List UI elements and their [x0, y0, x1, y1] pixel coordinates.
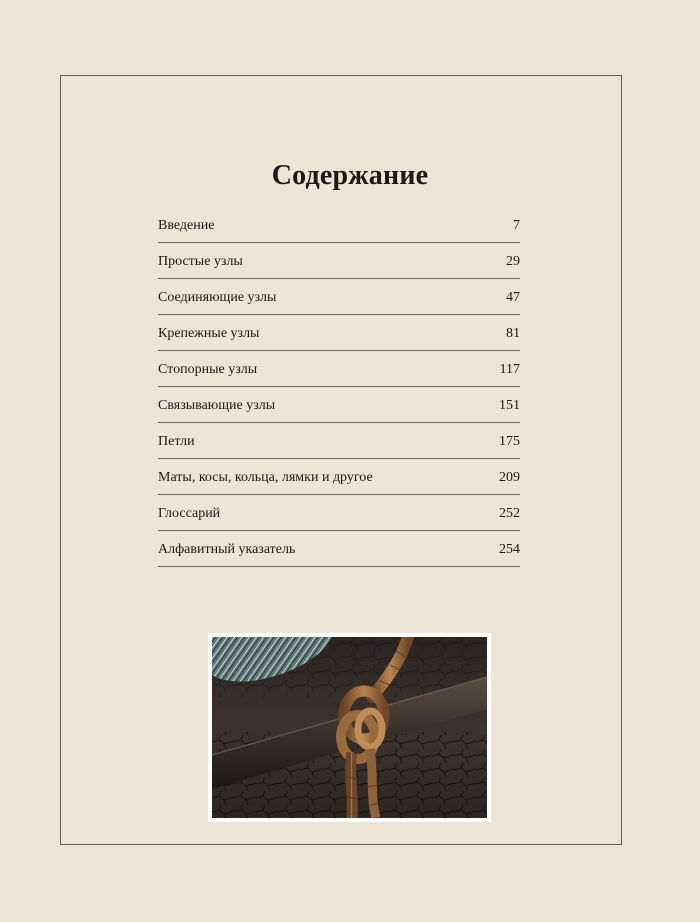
toc-entry-label: Связывающие узлы [158, 397, 276, 413]
toc-entry-label: Введение [158, 217, 215, 233]
toc-entry-label: Простые узлы [158, 253, 243, 269]
toc-entry-fastening-knots[interactable] [158, 315, 520, 351]
toc-entry-index[interactable] [158, 531, 520, 567]
toc-entry-page: 117 [499, 361, 520, 377]
toc-entry-label: Соединяющие узлы [158, 289, 277, 305]
toc-entry-simple-knots[interactable] [158, 243, 520, 279]
toc-entry-joining-knots[interactable] [158, 279, 520, 315]
toc-entry-page: 209 [499, 469, 520, 485]
rope-knot-illustration [212, 637, 487, 818]
toc-entry-loops[interactable] [158, 423, 520, 459]
toc-entry-page: 151 [499, 397, 520, 413]
toc-entry-page: 254 [499, 541, 520, 557]
toc-entry-page: 175 [499, 433, 520, 449]
toc-entry-label: Петли [158, 433, 195, 449]
toc-entry-mats-braids[interactable] [158, 459, 520, 495]
toc-entry-introduction[interactable] [158, 207, 520, 243]
toc-entry-label: Алфавитный указатель [158, 541, 296, 557]
table-of-contents [158, 207, 520, 567]
toc-entry-page: 252 [499, 505, 520, 521]
toc-entry-stopper-knots[interactable] [158, 351, 520, 387]
toc-entry-label: Стопорные узлы [158, 361, 258, 377]
toc-entry-binding-knots[interactable] [158, 387, 520, 423]
toc-entry-page: 29 [506, 253, 520, 269]
toc-entry-label: Маты, косы, кольца, лямки и другое [158, 469, 373, 485]
toc-entry-page: 81 [506, 325, 520, 341]
toc-entry-page: 47 [506, 289, 520, 305]
toc-entry-glossary[interactable] [158, 495, 520, 531]
toc-entry-label: Глоссарий [158, 505, 221, 521]
page-title: Содержание [271, 160, 429, 191]
toc-entry-page: 7 [513, 217, 520, 233]
toc-entry-label: Крепежные узлы [158, 325, 260, 341]
rope-knot-photo [208, 633, 491, 822]
